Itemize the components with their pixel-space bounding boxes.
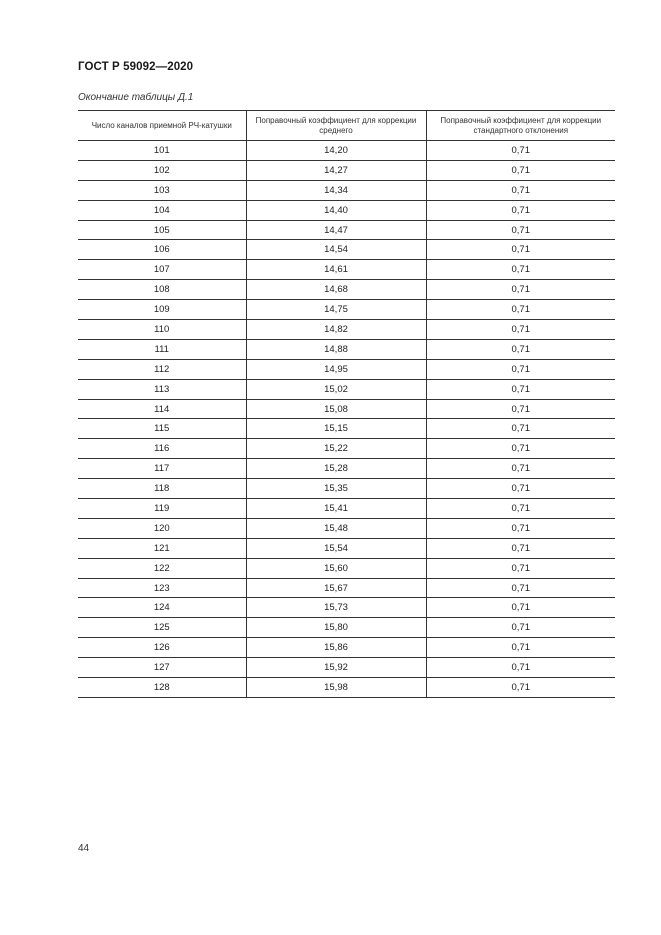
cell-channel-count: 125 [78,618,246,638]
cell-mean-correction: 15,98 [246,678,426,698]
cell-mean-correction: 15,22 [246,439,426,459]
table-row [78,419,615,439]
cell-stddev-correction: 0,71 [426,220,615,240]
cell-mean-correction: 15,73 [246,598,426,618]
table-row [78,220,615,240]
table-row [78,658,615,678]
cell-channel-count: 127 [78,658,246,678]
page-number: 44 [78,843,90,854]
header-stddev-correction: Поправочный коэффициент для коррекции стандартного отклонения [426,111,615,141]
cell-stddev-correction: 0,71 [426,578,615,598]
table-row [78,320,615,340]
table-body [78,141,615,698]
table-row [78,638,615,658]
cell-stddev-correction: 0,71 [426,538,615,558]
cell-channel-count: 126 [78,638,246,658]
cell-stddev-correction: 0,71 [426,141,615,161]
cell-mean-correction: 14,47 [246,220,426,240]
cell-stddev-correction: 0,71 [426,320,615,340]
cell-stddev-correction: 0,71 [426,439,615,459]
cell-channel-count: 105 [78,220,246,240]
cell-stddev-correction: 0,71 [426,300,615,320]
cell-mean-correction: 15,08 [246,399,426,419]
cell-mean-correction: 15,02 [246,379,426,399]
cell-stddev-correction: 0,71 [426,280,615,300]
cell-mean-correction: 14,61 [246,260,426,280]
cell-mean-correction: 14,27 [246,160,426,180]
table-row [78,300,615,320]
cell-channel-count: 118 [78,479,246,499]
table-row [78,538,615,558]
cell-stddev-correction: 0,71 [426,180,615,200]
cell-stddev-correction: 0,71 [426,658,615,678]
table-row [78,141,615,161]
cell-channel-count: 124 [78,598,246,618]
cell-channel-count: 101 [78,141,246,161]
table-row [78,518,615,538]
cell-channel-count: 107 [78,260,246,280]
cell-mean-correction: 15,35 [246,479,426,499]
cell-mean-correction: 14,34 [246,180,426,200]
cell-mean-correction: 15,67 [246,578,426,598]
table-row [78,160,615,180]
cell-channel-count: 123 [78,578,246,598]
table-row [78,558,615,578]
cell-channel-count: 102 [78,160,246,180]
document-header: ГОСТ Р 59092—2020 [78,61,194,73]
cell-mean-correction: 14,88 [246,339,426,359]
cell-mean-correction: 14,82 [246,320,426,340]
cell-channel-count: 122 [78,558,246,578]
cell-channel-count: 109 [78,300,246,320]
table-row [78,240,615,260]
table-caption: Окончание таблицы Д.1 [78,92,194,103]
cell-channel-count: 112 [78,359,246,379]
cell-channel-count: 128 [78,678,246,698]
table-row [78,578,615,598]
cell-stddev-correction: 0,71 [426,558,615,578]
table-row [78,598,615,618]
cell-mean-correction: 14,54 [246,240,426,260]
cell-stddev-correction: 0,71 [426,160,615,180]
cell-mean-correction: 14,68 [246,280,426,300]
cell-stddev-correction: 0,71 [426,479,615,499]
table-row [78,200,615,220]
cell-stddev-correction: 0,71 [426,379,615,399]
table-row [78,180,615,200]
cell-channel-count: 117 [78,459,246,479]
cell-stddev-correction: 0,71 [426,419,615,439]
cell-mean-correction: 15,80 [246,618,426,638]
cell-stddev-correction: 0,71 [426,260,615,280]
cell-mean-correction: 14,20 [246,141,426,161]
cell-stddev-correction: 0,71 [426,678,615,698]
cell-channel-count: 120 [78,518,246,538]
table-row [78,459,615,479]
cell-channel-count: 110 [78,320,246,340]
cell-mean-correction: 14,75 [246,300,426,320]
cell-stddev-correction: 0,71 [426,200,615,220]
cell-stddev-correction: 0,71 [426,518,615,538]
cell-channel-count: 113 [78,379,246,399]
table-row [78,439,615,459]
cell-mean-correction: 14,95 [246,359,426,379]
table-header-row [78,111,615,141]
table-row [78,678,615,698]
cell-mean-correction: 15,28 [246,459,426,479]
cell-channel-count: 106 [78,240,246,260]
cell-mean-correction: 15,86 [246,638,426,658]
cell-mean-correction: 15,48 [246,518,426,538]
cell-channel-count: 115 [78,419,246,439]
cell-stddev-correction: 0,71 [426,638,615,658]
cell-channel-count: 103 [78,180,246,200]
cell-channel-count: 121 [78,538,246,558]
cell-stddev-correction: 0,71 [426,399,615,419]
cell-stddev-correction: 0,71 [426,618,615,638]
table-row [78,379,615,399]
cell-channel-count: 116 [78,439,246,459]
cell-stddev-correction: 0,71 [426,240,615,260]
table-row [78,499,615,519]
cell-channel-count: 119 [78,499,246,519]
cell-stddev-correction: 0,71 [426,339,615,359]
header-mean-correction: Поправочный коэффициент для коррекции среднего [246,111,426,141]
table-row [78,339,615,359]
table-row [78,359,615,379]
cell-mean-correction: 15,41 [246,499,426,519]
cell-stddev-correction: 0,71 [426,359,615,379]
cell-stddev-correction: 0,71 [426,499,615,519]
correction-factor-table [78,110,615,698]
table-row [78,399,615,419]
cell-channel-count: 108 [78,280,246,300]
cell-channel-count: 104 [78,200,246,220]
cell-stddev-correction: 0,71 [426,598,615,618]
header-channel-count: Число каналов приемной РЧ-катушки [78,111,246,141]
cell-mean-correction: 15,92 [246,658,426,678]
cell-channel-count: 111 [78,339,246,359]
cell-channel-count: 114 [78,399,246,419]
cell-mean-correction: 15,54 [246,538,426,558]
cell-mean-correction: 15,15 [246,419,426,439]
cell-mean-correction: 14,40 [246,200,426,220]
cell-stddev-correction: 0,71 [426,459,615,479]
cell-mean-correction: 15,60 [246,558,426,578]
table-row [78,479,615,499]
table-row [78,260,615,280]
table-row [78,618,615,638]
table-row [78,280,615,300]
